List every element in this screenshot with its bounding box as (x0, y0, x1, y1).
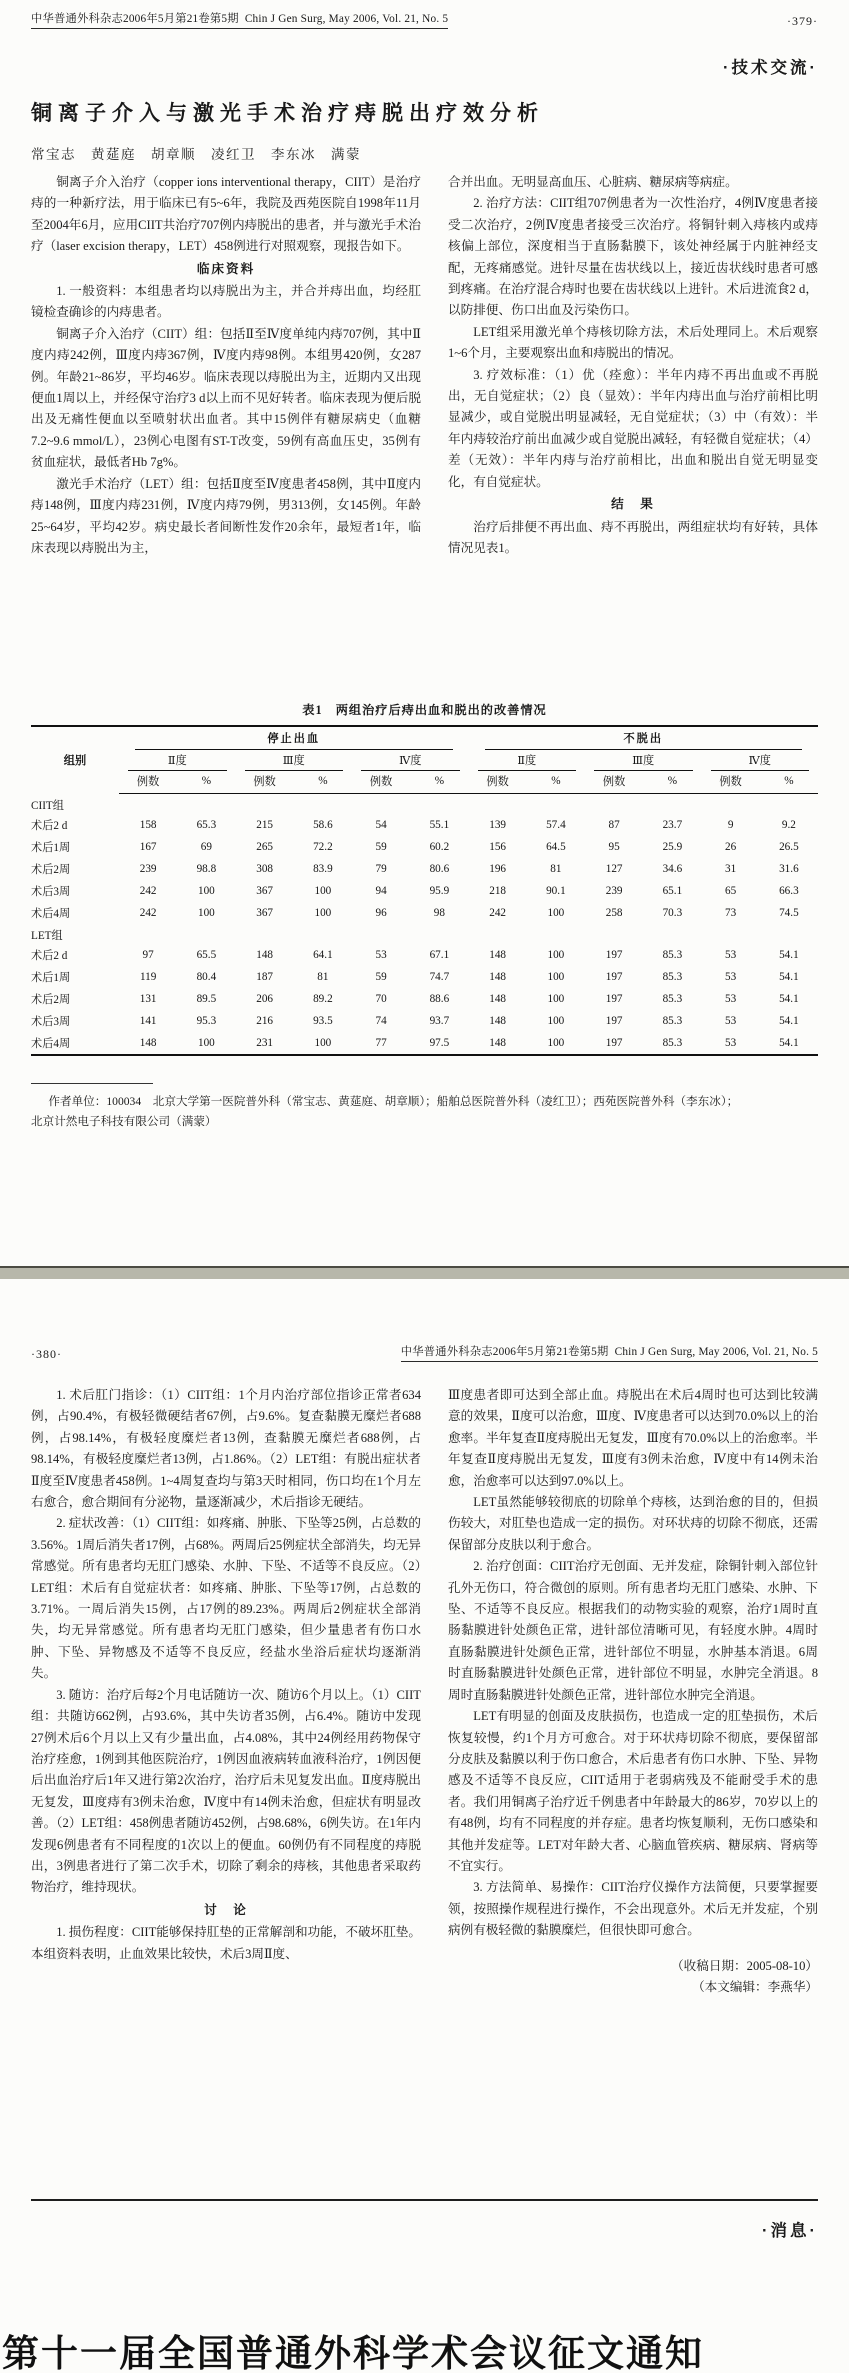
table-cell: 131 (139, 993, 157, 1005)
table-cell: 不脱出 (469, 726, 819, 750)
table-cell: 术后2 d (31, 820, 68, 832)
table-cell: 术后4周 (31, 908, 71, 920)
table-cell: 100 (314, 1037, 332, 1049)
table-cell: 60.2 (429, 841, 450, 853)
journal-header (401, 1343, 818, 1362)
table-cell: % (760, 771, 818, 794)
table-cell: 87 (608, 819, 620, 831)
page-separator (0, 1266, 849, 1279)
journal-title-cn: 中华普通外科杂志2006年5月第21卷第5期 (400, 1346, 609, 1358)
table-cell: 148 (489, 1015, 507, 1027)
table-cell: 例数 (119, 771, 177, 794)
paragraph: 2. 治疗创面：CIIT治疗无创面、无并发症，除铜针刺入部位针孔外无伤口，符合微创的原则。所有患者均无肛门感染、水肿、下坠、不适等不良反应。根据我们的动物实验的观察，治疗1周时直肠黏膜进针处颜色正常，进针部位清晰可见，有轻度水肿。4周时直肠黏膜进针处颜色正常，进针部位不明显，水肿基本消退。6周时直肠黏膜进针处颜色正常，进针部位不明显，水肿完全消退。8周时直肠黏膜进针处颜色正常，进针部位水肿完全消退。 (448, 1559, 818, 1702)
table-cell: 100 (197, 907, 215, 919)
table-cell: 218 (489, 885, 507, 897)
page-number: ·379· (787, 14, 818, 28)
table-cell: 148 (489, 993, 507, 1005)
paragraph: 1. 术后肛门指诊：（1）CIIT组：1个月内治疗部位指诊正常者634例，占90.4%，有极轻微硬结者67例，占9.6%。复查黏膜无糜烂者688例，占98.14%，有极轻度糜烂者13例，查黏膜无糜烂者688例，占98.14%，有极轻度糜烂者13例，占1.86%。（2）LET组：有脱出症状者Ⅱ度至Ⅳ度患者458例。1~4周复查均与第3天时相同，伤口均在1个月左右愈合，愈合期间有分泌物，量逐渐减少，术后指诊无硬结。 (31, 1388, 421, 1510)
table-cell: 53 (725, 1015, 737, 1027)
table-cell: % (527, 771, 585, 794)
table-cell: % (294, 771, 352, 794)
table-cell: 57.4 (546, 819, 566, 831)
table-cell: 54.1 (779, 1015, 799, 1027)
table-cell: 100 (197, 1037, 215, 1049)
table-cell: 197 (605, 1037, 623, 1049)
table-cell: 239 (139, 863, 157, 875)
table-cell: 148 (256, 949, 274, 961)
table-cell: 81 (550, 863, 562, 875)
table-cell: CIIT组 (31, 800, 64, 812)
table-cell: 81 (317, 971, 329, 983)
journal-title-en: Chin J Gen Surg, May 2006, Vol. 21, No. 5 (614, 1346, 818, 1358)
journal-title-en: Chin J Gen Surg, May 2006, Vol. 21, No. 5 (244, 13, 449, 25)
table-cell: 197 (605, 949, 623, 961)
table-cell: 术后2周 (31, 994, 71, 1006)
table-cell: 148 (139, 1037, 157, 1049)
table-cell: 95 (608, 841, 620, 853)
table-cell: 158 (139, 819, 157, 831)
table-cell: 100 (547, 1015, 565, 1027)
section-heading: 临床资料 (196, 261, 256, 276)
paragraph: 2. 治疗方法：CIIT组707例患者为一次性治疗，4例Ⅳ度患者接受二次治疗，2例Ⅳ度患者接受三次治疗。将铜针刺入痔核内或痔核偏上部位，深度相当于直肠黏膜下，该处神经属于内脏神经支配，无疼痛感觉。进针尽量在齿状线以上，接近齿状线时患者可感到疼痛。在治疗混合痔时也要在齿状线以上进针。术后进流食2 d，以防排便、伤口出血及污染伤口。 (448, 196, 818, 318)
table-cell: 术后3周 (31, 886, 71, 898)
table-cell: 197 (605, 971, 623, 983)
paragraph: 治疗后排便不再出血、痔不再脱出，两组症状均有好转，具体情况见表1。 (448, 519, 818, 555)
table-row (31, 966, 818, 988)
table-cell: Ⅳ度 (702, 750, 819, 771)
footnote-affiliations: 作者单位：100034 北京大学第一医院普外科（常宝志、黄莚庭、胡章顺）；船舶总医院普外科（凌红卫）；西苑医院普外科（李东冰）； (48, 1095, 739, 1108)
page2-right-column (448, 1385, 818, 1998)
page-title: 铜离子介入与激光手术治疗痔脱出疗效分析 (31, 102, 544, 125)
footnote-affiliations-2: 北京计然电子科技有限公司（满蒙） (31, 1114, 217, 1128)
table-cell: 100 (547, 1037, 565, 1049)
table-cell: 73 (725, 907, 737, 919)
table-cell: 31.6 (779, 863, 799, 875)
paragraph: LET虽然能够较彻底的切除单个痔核，达到治愈的目的，但损伤较大，对肛垫也造成一定的损伤。对环状痔的切除不彻底，还需保留部分皮肤以利于愈合。 (448, 1495, 818, 1552)
table-row (31, 944, 818, 966)
table-cell: 停止出血 (119, 726, 469, 750)
table-cell: 术后4周 (31, 1038, 71, 1050)
table-cell: 95.9 (429, 885, 450, 897)
table-cell: 53 (375, 949, 387, 961)
paragraph: 合并出血。无明显高血压、心脏病、糖尿病等病症。 (448, 175, 738, 189)
table-cell: 85.3 (662, 993, 683, 1005)
table-cell: Ⅱ度 (469, 750, 586, 771)
paragraph: 3. 随访：治疗后每2个月电话随访一次、随访6个月以上。（1）CIIT组：共随访662例，占93.6%，其中失访者35例，占6.4%。随访中发现27例术后6个月以上又有少量出血，占4.08%，其中24例经用药物保守治疗痊愈，1例到其他医院治疗，1例因血液病转血液科治疗，1例因便后出血治疗后1年又进行第2次治疗，治疗后未见复发出血。Ⅱ度痔脱出无复发，Ⅲ度痔有3例未治愈，Ⅳ度中有14例未治愈，但症状有明显改善。（2）LET组：458例患者随访452例，占98.68%，6例失访。在1年内发现6例患者有不同程度的1次以上的便血。60例仍有不同程度的痔脱出，3例患者进行了第二次手术，切除了剩余的痔核，其他患者采取药物治疗，维持现状。 (31, 1687, 421, 1895)
table-cell: 72.2 (313, 841, 333, 853)
table-cell: 206 (256, 993, 274, 1005)
table-cell: 231 (256, 1037, 274, 1049)
table-cell: 265 (256, 841, 274, 853)
table-cell: 197 (605, 993, 623, 1005)
table-cell: 64.5 (546, 841, 566, 853)
table-cell: 53 (725, 993, 737, 1005)
table-cell: 215 (256, 819, 274, 831)
table-cell: 100 (547, 907, 565, 919)
table-cell: 100 (547, 993, 565, 1005)
table-cell: 例数 (702, 771, 760, 794)
table-row (31, 836, 818, 858)
journal-header (31, 10, 448, 29)
table-cell: 术后3周 (31, 1016, 71, 1028)
table-row (31, 814, 818, 836)
announcement-title: 第十一届全国普通外科学术会议征文通知 (2, 2333, 704, 2373)
table-cell: 196 (489, 863, 507, 875)
table-cell: 167 (139, 841, 157, 853)
table-cell: 94 (375, 885, 387, 897)
table-cell: 141 (139, 1015, 157, 1027)
table-cell: 65.1 (662, 885, 683, 897)
table-row (31, 726, 818, 750)
section-heading: 结 果 (611, 497, 655, 512)
page-2 (0, 1279, 849, 2373)
table-cell: 80.4 (196, 971, 217, 983)
table-cell: 术后2周 (31, 864, 71, 876)
table-cell: 242 (139, 907, 157, 919)
section-heading: 讨 论 (204, 1902, 248, 1917)
table-cell: 148 (489, 949, 507, 961)
paragraph: （本文编辑：李燕华） (692, 1979, 818, 1994)
table-cell: 148 (489, 971, 507, 983)
table-cell: % (643, 771, 701, 794)
table-cell: 26 (725, 841, 737, 853)
table-cell: 308 (256, 863, 274, 875)
table-cell: 34.6 (662, 863, 683, 875)
table-cell: 85.3 (662, 1037, 683, 1049)
table-cell: 67.1 (429, 949, 450, 961)
table-cell: 85.3 (662, 949, 683, 961)
table-cell: 148 (489, 1037, 507, 1049)
table-cell: 258 (605, 907, 623, 919)
table-cell: 127 (605, 863, 623, 875)
table-cell: 80.6 (429, 863, 450, 875)
paragraph: 激光手术治疗（LET）组：包括Ⅱ度至Ⅳ度患者458例，其中Ⅱ度内痔148例，Ⅲ度内痔231例，Ⅳ度内痔79例，男313例，女145例。年龄25~64岁，平均42岁。病史最长者间断性发作20余年，最短者1年，临床表现以痔脱出为主， (31, 476, 421, 555)
table-cell: 组别 (63, 755, 87, 768)
paragraph: LET有明显的创面及皮肤损伤，也造成一定的肛垫损伤，术后恢复较慢，约1个月方可愈合。对于环状痔切除不彻底，要保留部分皮肤及黏膜以利于伤口愈合，术后患者有伤口水肿、下坠、异物感及不适等不良反应，CIIT适用于老弱病残及不能耐受手术的患者。我们用铜离子治疗近千例患者中年龄最大的86岁，70岁以上的有48例，均有不同程度的并存症。患者均恢复顺利，无伤口感染和其他并发症等。LET对年龄大者、心脑血管疾病、糖尿病、肾病等不宜实行。 (448, 1709, 818, 1873)
table-cell: 156 (489, 841, 507, 853)
paragraph: 3. 疗效标准：（1）优（痊愈）：半年内痔不再出血或不再脱出，无自觉症状；（2）良（显效）：半年内痔出血与治疗前相比明显减少，或自觉脱出明显减轻，无自觉症状；（3）中（有效）：半年内痔较治疗前出血减少或自觉脱出减轻，有轻微自觉症状；（4）差（无效）：半年内痔与治疗前相比，出血和脱出自觉无明显变化，有自觉症状。 (448, 367, 818, 489)
table-cell: 367 (256, 907, 274, 919)
table-block (31, 701, 818, 1056)
page2-left-column (31, 1385, 421, 1965)
table-cell: 216 (256, 1015, 274, 1027)
authors-line: 常宝志 黄莚庭 胡章顺 凌红卫 李东冰 满蒙 (31, 147, 361, 162)
table-cell: 97.5 (429, 1037, 450, 1049)
table-cell: 187 (256, 971, 274, 983)
table-cell: 88.6 (429, 993, 450, 1005)
table-cell: 70 (375, 993, 387, 1005)
table-cell: 90.1 (546, 885, 566, 897)
table-cell: 65.3 (196, 819, 217, 831)
footer-rule (31, 2199, 818, 2201)
table-row (31, 902, 818, 924)
table-row (31, 880, 818, 902)
table-cell: 93.7 (429, 1015, 450, 1027)
table-cell: 100 (314, 885, 332, 897)
paragraph: LET组采用激光单个痔核切除方法，术后处理同上。术后观察1~6个月，主要观察出血和痔脱出的情况。 (448, 324, 818, 361)
table-cell: 100 (314, 907, 332, 919)
footnote-rule (31, 1083, 153, 1084)
table-group-row (31, 794, 818, 815)
table-cell: 9.2 (781, 819, 796, 831)
paragraph: 铜离子介入治疗（copper ions interventional therapy，CIIT）是治疗痔的一种新疗法，用于临床已有5~6年，我院及西苑医院自1998年11月至2004年6月，应用CIIT共治疗707例内痔脱出的患者，并与激光手术治疗（laser excision therapy，LET）458例进行对照观察，现报告如下。 (31, 175, 421, 254)
table-cell: 70.3 (662, 907, 683, 919)
table-cell: 59 (375, 971, 387, 983)
table-cell: 59 (375, 841, 387, 853)
page2-header (31, 1343, 818, 1362)
footnote (31, 1083, 818, 1131)
table-row (31, 771, 818, 794)
table-cell: 术后2 d (31, 950, 68, 962)
table-cell: 54.1 (779, 949, 799, 961)
table-cell: 例数 (352, 771, 410, 794)
table-cell: 58.6 (313, 819, 333, 831)
table-cell: 53 (725, 1037, 737, 1049)
table-cell: 例数 (585, 771, 643, 794)
table-cell: Ⅲ度 (236, 750, 353, 771)
table-cell: 242 (139, 885, 157, 897)
table-cell: 100 (547, 971, 565, 983)
table-cell: 97 (142, 949, 154, 961)
news-tag: ·消息· (762, 2222, 818, 2240)
table-cell: 54.1 (779, 993, 799, 1005)
section-tag: ·技术交流· (723, 59, 818, 77)
table-cell: 85.3 (662, 971, 683, 983)
table-row (31, 858, 818, 880)
table-cell: 367 (256, 885, 274, 897)
table-cell: 89.2 (313, 993, 333, 1005)
table-cell: 74.7 (429, 971, 450, 983)
table-cell: 242 (489, 907, 507, 919)
table-cell: 54.1 (779, 1037, 799, 1049)
table-cell: 100 (547, 949, 565, 961)
table-cell: 64.1 (313, 949, 333, 961)
paragraph: 3. 方法简单、易操作：CIIT治疗仪操作方法简便，只要掌握要领，按照操作规程进行操作，不会出现意外。术后无并发症，个别病例有极轻微的黏膜糜烂，但很快即可愈合。 (448, 1880, 818, 1938)
table-cell: 54 (375, 819, 387, 831)
paragraph: 1. 损伤程度：CIIT能够保持肛垫的正常解剖和功能，不破坏肛垫。本组资料表明，止血效果比较快，术后3周Ⅱ度、 (31, 1925, 421, 1961)
table-cell: Ⅱ度 (119, 750, 236, 771)
table-row (31, 750, 818, 771)
paragraph: （收稿日期：2005-08-10） (671, 1958, 818, 1973)
page-number: ·380· (31, 1347, 62, 1361)
table-cell: 26.5 (779, 841, 799, 853)
table-row (31, 1010, 818, 1032)
journal-title-cn: 中华普通外科杂志2006年5月第21卷第5期 (31, 13, 239, 25)
table-cell: 25.9 (662, 841, 683, 853)
table-cell: 77 (375, 1037, 387, 1049)
paragraph: Ⅲ度患者即可达到全部止血。痔脱出在术后4周时也可达到比较满意的效果，Ⅱ度可以治愈，Ⅲ度、Ⅳ度患者可以达到70.0%以上的治愈率。半年复查Ⅱ度痔脱出无复发，Ⅲ度有70.0%以上的治愈率。半年复查Ⅱ度痔脱出无复发，Ⅲ度有3例未治愈，Ⅳ度中有14例未治愈，治愈率可以达到97.0%以上。 (448, 1388, 818, 1488)
table-cell: % (177, 771, 235, 794)
table-cell: 85.3 (662, 1015, 683, 1027)
table-cell: 96 (375, 907, 387, 919)
table-cell: 95.3 (196, 1015, 217, 1027)
table-cell: 239 (605, 885, 623, 897)
table-cell: 54.1 (779, 971, 799, 983)
table-cell: % (410, 771, 468, 794)
table-cell: 55.1 (429, 819, 450, 831)
table-cell: 139 (489, 819, 507, 831)
table-cell: 197 (605, 1015, 623, 1027)
table-cell: 98.8 (196, 863, 217, 875)
page1-left-column (31, 172, 421, 559)
table-cell: 93.5 (313, 1015, 333, 1027)
table-cell: 65.5 (196, 949, 217, 961)
page1-right-column (448, 172, 818, 559)
table-cell: Ⅳ度 (352, 750, 469, 771)
table-group-row (31, 924, 818, 944)
table-cell: Ⅲ度 (585, 750, 702, 771)
table-cell: 69 (200, 841, 212, 853)
table-cell: 79 (375, 863, 387, 875)
table-cell: 119 (139, 971, 157, 983)
table-row (31, 988, 818, 1010)
table-cell: 术后1周 (31, 972, 71, 984)
table-cell: 术后1周 (31, 842, 71, 854)
table-cell: 9 (727, 819, 734, 831)
table-cell: 23.7 (662, 819, 683, 831)
table-cell: 65 (725, 885, 737, 897)
table-cell: 74.5 (779, 907, 799, 919)
table-cell: 53 (725, 971, 737, 983)
table-cell: 98 (433, 907, 445, 919)
table-cell: 53 (725, 949, 737, 961)
table-row (31, 1032, 818, 1055)
page1-header (31, 10, 818, 29)
paragraph: 1. 一般资料：本组患者均以痔脱出为主，并合并痔出血，均经肛镜检查确诊的内痔患者。 (31, 284, 421, 320)
table-title: 表1 两组治疗后痔出血和脱出的改善情况 (302, 703, 547, 717)
paragraph: 2. 症状改善：（1）CIIT组：如疼痛、肿胀、下坠等25例，占总数的3.56%。1周后消失者17例，占68%。两周后25例症状全部消失，均无异常感觉。所有患者均无肛门感染、水肿、下坠、不适等不良反应。（2）LET组：术后有自觉症状者：如疼痛、肿胀、下坠等17例，占总数的3.71%。一周后消失15例，占17例的89.23%。两周后2例症状全部消失，均无异常感觉。所有患者均无肛门感染，但少量患者有伤口水肿、下坠、异物感及不适等不良反应，经盐水坐浴后症状均逐渐消失。 (31, 1516, 421, 1681)
table-cell: 31 (725, 863, 737, 875)
paragraph: 铜离子介入治疗（CIIT）组：包括Ⅱ至Ⅳ度单纯内痔707例，其中Ⅱ度内痔242例，Ⅲ度内痔367例，Ⅳ度内痔98例。本组男420例，女287例。年龄21~86岁，平均46岁。临床表现以痔脱出为主，近期内又出现便血1周以上，并经保守治疗3 d以上而不见好转者。临床表现为便后脱出及无痛性便血以至喷射状出血者。其中15例伴有糖尿病史（血糖7.2~9.6 mmol/L），23例心电图有ST-T改变，59例有高血压史，35例有贫血症状，最低者Hb 7g%。 (31, 326, 421, 470)
table-cell: 100 (197, 885, 215, 897)
table-cell: LET组 (31, 930, 63, 942)
table-cell: 74 (375, 1015, 387, 1027)
table-cell: 89.5 (196, 993, 217, 1005)
table-cell: 66.3 (779, 885, 799, 897)
results-table (31, 725, 818, 1056)
table-cell: 例数 (469, 771, 527, 794)
table-cell: 例数 (236, 771, 294, 794)
table-cell: 83.9 (313, 863, 333, 875)
